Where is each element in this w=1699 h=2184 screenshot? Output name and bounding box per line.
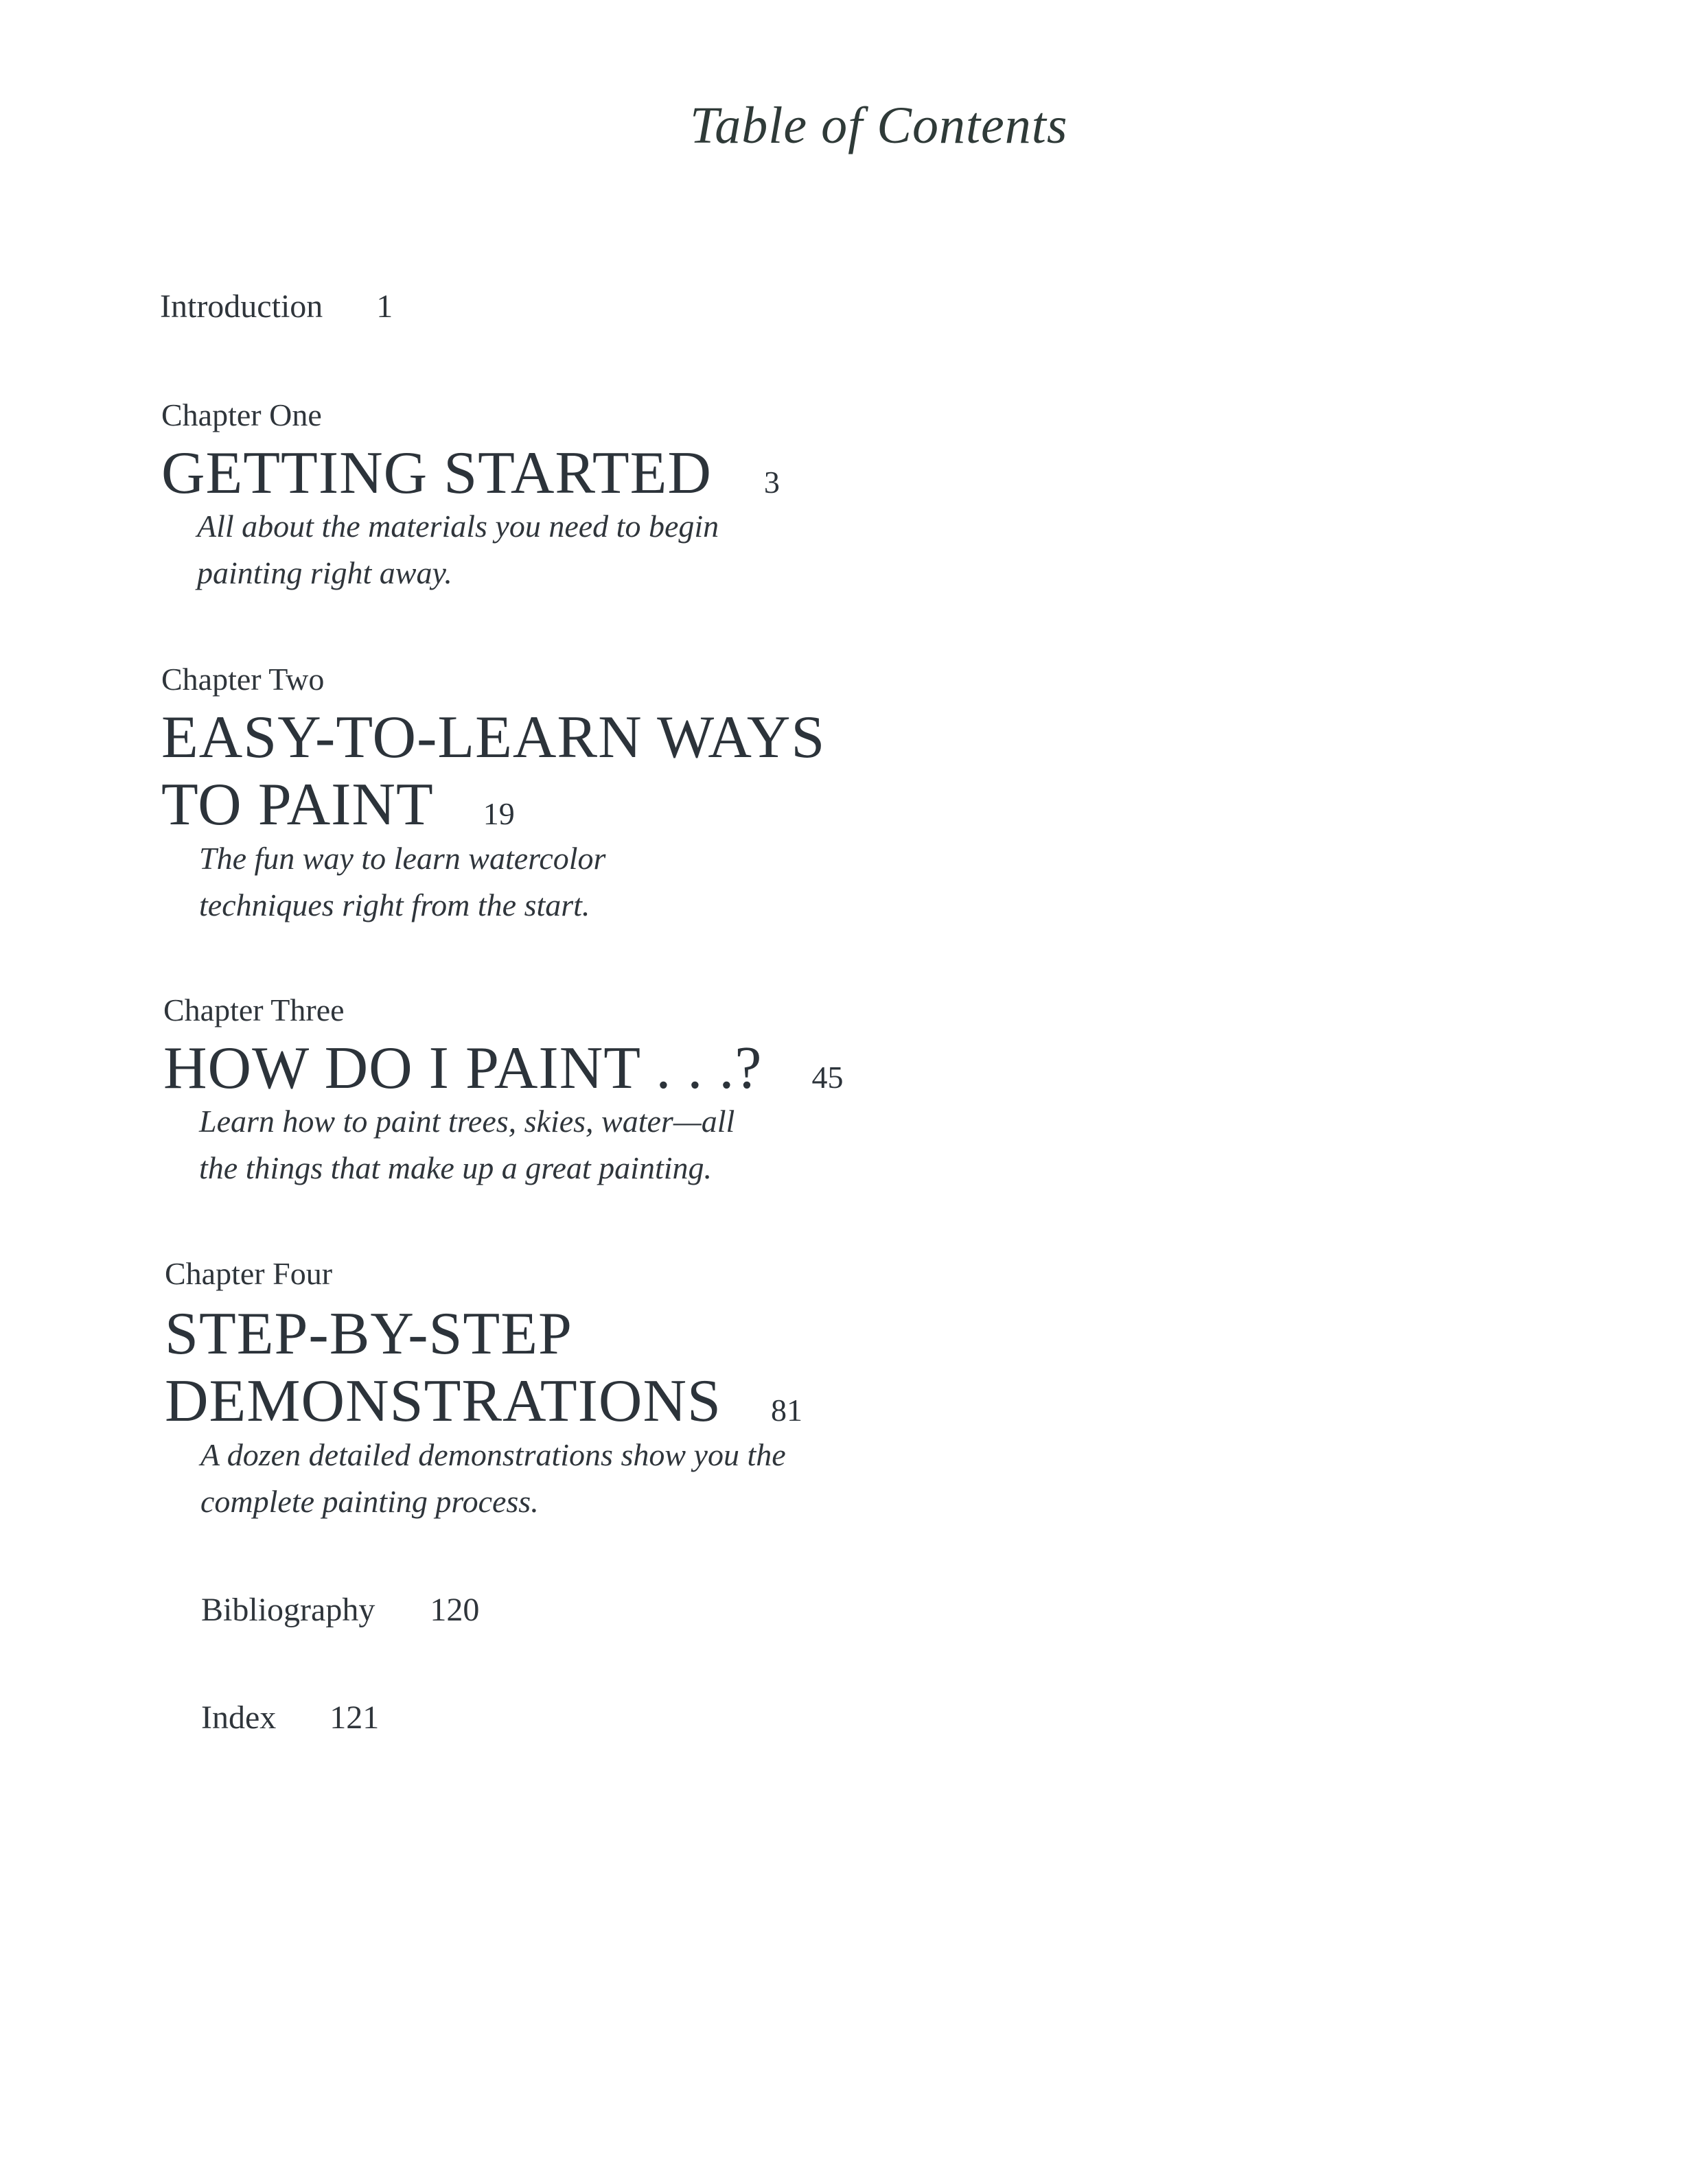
chapter-title: DEMONSTRATIONS — [165, 1368, 721, 1434]
description-line: painting right away. — [197, 555, 452, 590]
chapter-page-number: 45 — [811, 1060, 844, 1095]
entry-page-number: 121 — [330, 1699, 380, 1736]
entry-label: Introduction — [160, 288, 323, 325]
chapter-label: Chapter Four — [165, 1256, 333, 1291]
entry-label: Index — [201, 1699, 277, 1736]
description-line: techniques right from the start. — [199, 887, 590, 922]
toc-entry-chapter-four[interactable] — [165, 1301, 802, 1444]
chapter-page-number: 19 — [483, 796, 515, 831]
description-line: the things that make up a great painting. — [199, 1150, 713, 1185]
toc-entry-introduction[interactable] — [160, 290, 393, 323]
chapter-description — [200, 1432, 786, 1525]
chapter-label: Chapter Two — [161, 662, 325, 697]
description-line: All about the materials you need to begin — [197, 509, 719, 544]
page-title: Table of Contents — [690, 97, 1068, 154]
chapter-page-number: 81 — [770, 1393, 802, 1428]
toc-entry-bibliography[interactable] — [201, 1594, 479, 1627]
chapter-title: STEP-BY-STEP — [165, 1301, 573, 1367]
entry-label: Bibliography — [201, 1592, 375, 1628]
chapter-page-number: 3 — [763, 465, 780, 500]
chapter-description — [199, 835, 605, 929]
chapter-label: Chapter Three — [163, 992, 345, 1027]
description-line: complete painting process. — [200, 1484, 539, 1519]
description-line: Learn how to paint trees, skies, water—all — [199, 1104, 735, 1139]
entry-page-number: 1 — [376, 288, 393, 325]
chapter-title: GETTING STARTED — [161, 440, 712, 507]
chapter-title: TO PAINT — [161, 771, 434, 838]
chapter-description — [199, 1098, 735, 1192]
toc-entry-index[interactable] — [201, 1701, 379, 1734]
description-line: A dozen detailed demonstrations show you the — [200, 1437, 786, 1472]
chapter-title: EASY-TO-LEARN WAYS — [161, 704, 826, 771]
description-line: The fun way to learn watercolor — [199, 841, 606, 876]
chapter-label: Chapter One — [161, 397, 322, 432]
toc-entry-chapter-two[interactable] — [161, 704, 825, 848]
entry-page-number: 120 — [430, 1592, 480, 1628]
chapter-title: HOW DO I PAINT . . .? — [163, 1035, 763, 1102]
chapter-description — [197, 503, 719, 596]
